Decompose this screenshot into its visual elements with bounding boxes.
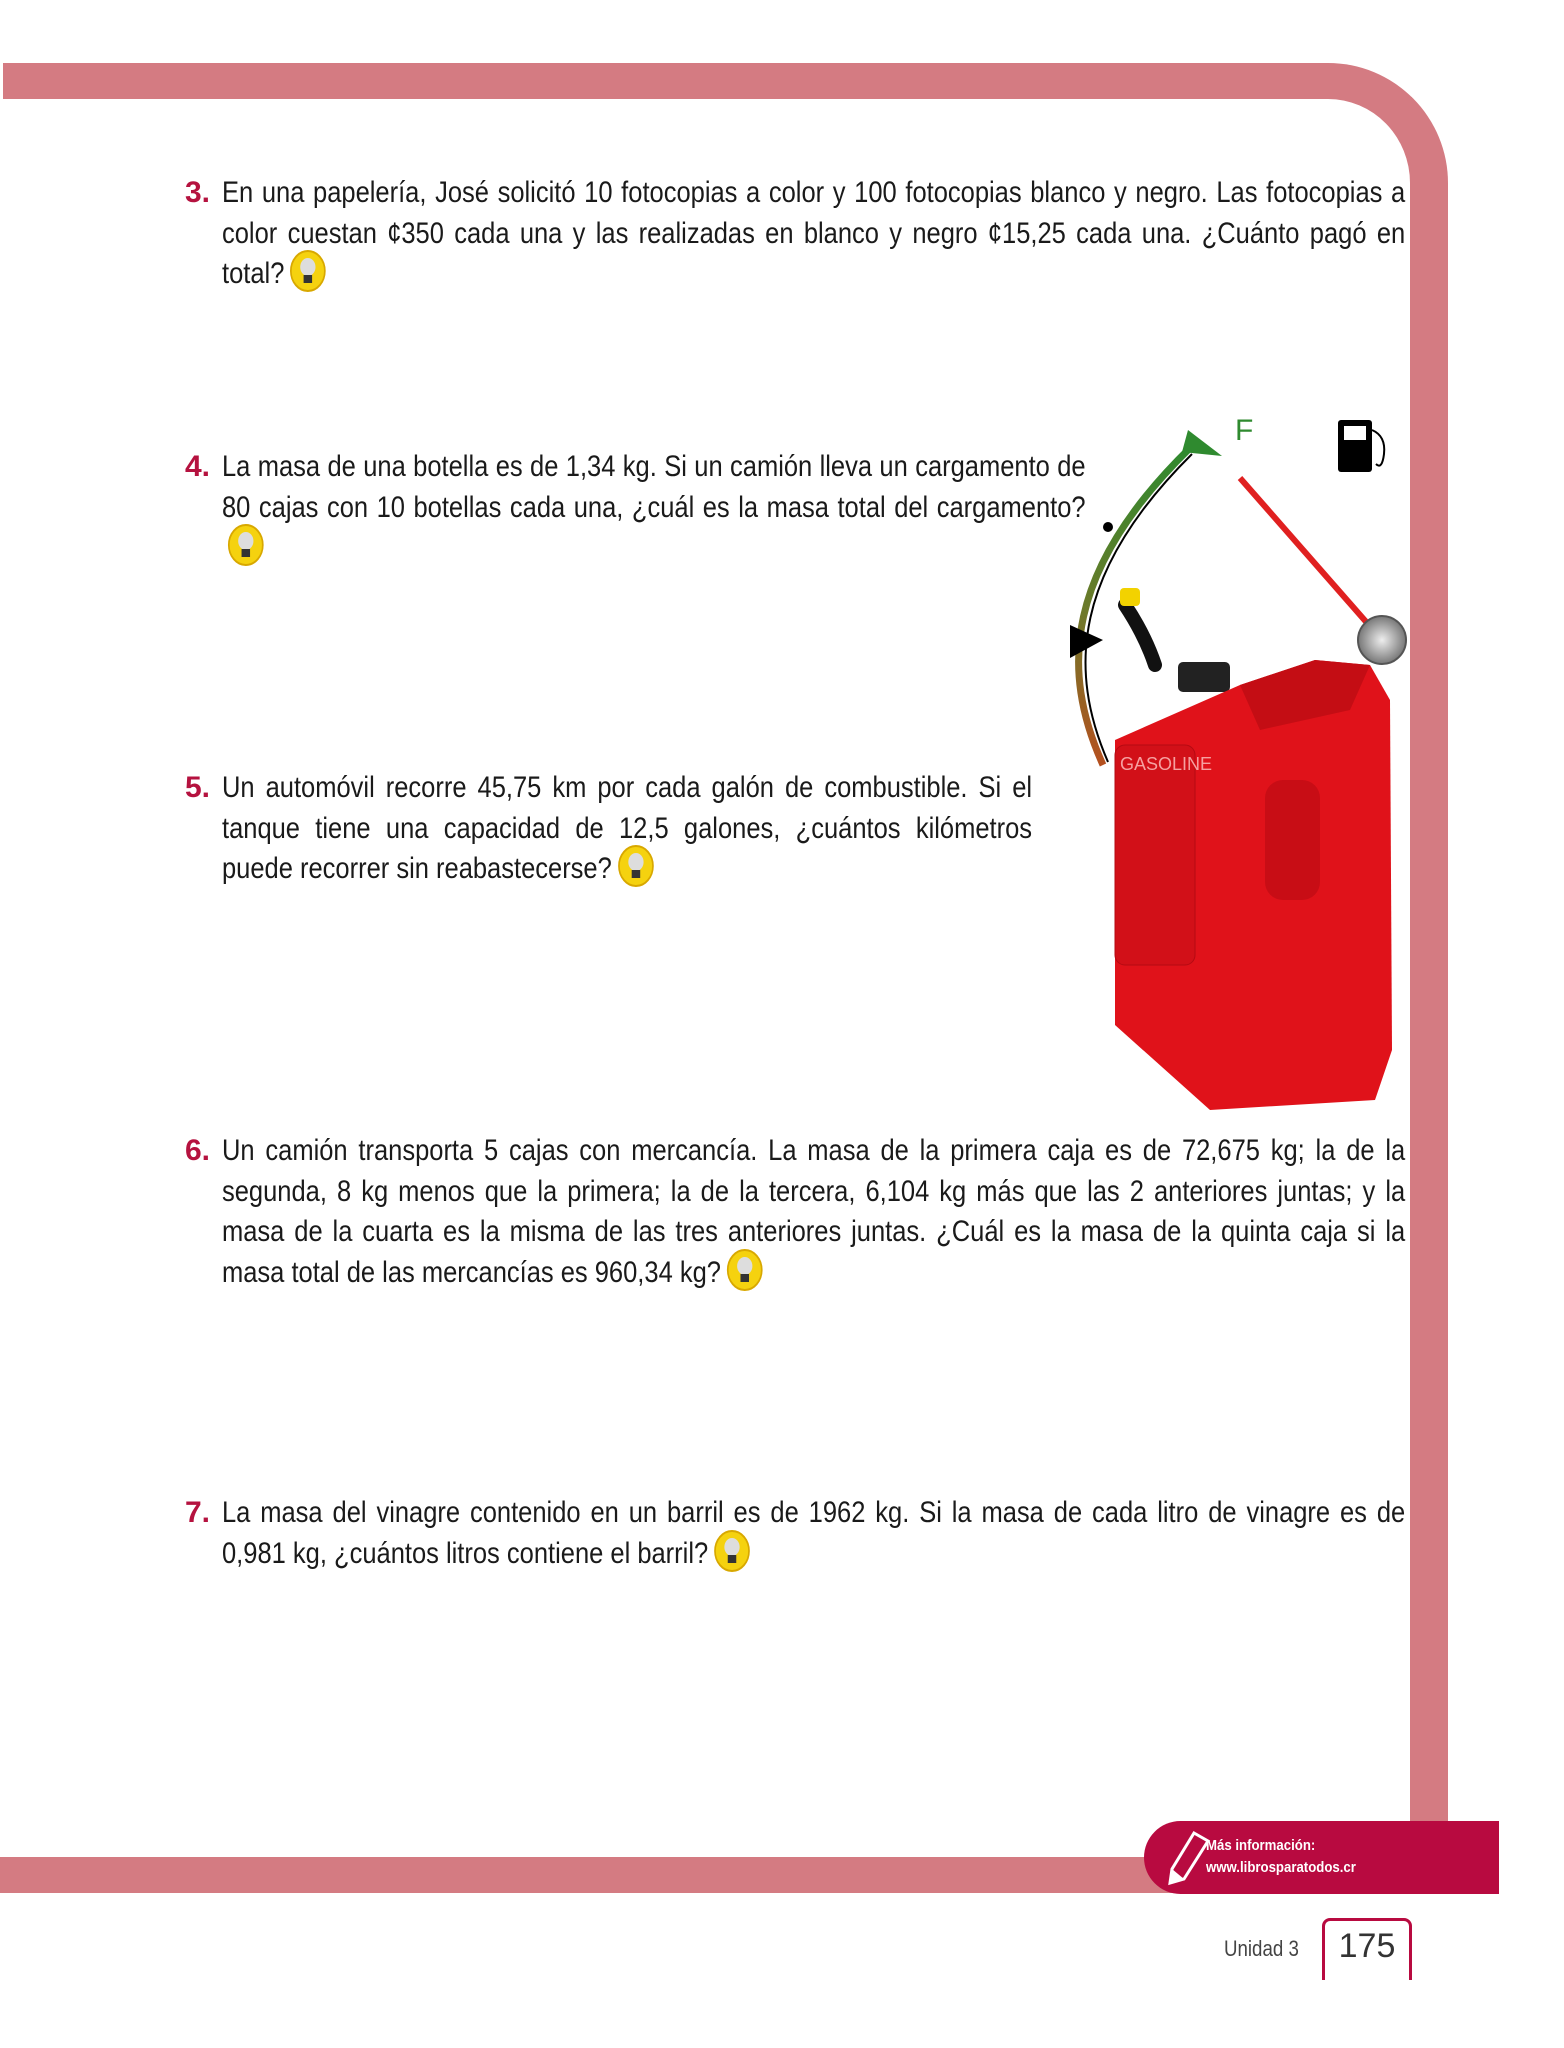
- gauge-full-label: F: [1235, 414, 1254, 447]
- problem-text: La masa del vinagre contenido en un barril es de 1962 kg. Si la masa de cada litro de vinagre es de 0,981 kg, ¿cuántos litros contiene el barril?: [222, 1496, 1406, 1570]
- problem-number: 7.: [185, 1496, 211, 1529]
- frame-edge: [0, 63, 3, 99]
- lightbulb-icon[interactable]: [726, 1248, 763, 1292]
- problem-text: Un automóvil recorre 45,75 km por cada galón de combustible. Si el tanque tiene una capacidad de 12,5 galones, ¿cuántos kilómetros puede recorrer sin reabastecerse?: [222, 771, 1033, 885]
- lightbulb-icon[interactable]: [227, 523, 264, 567]
- problem-number: 5.: [185, 771, 211, 804]
- gauge-tick-dot: [1103, 522, 1113, 532]
- problem-text: Un camión transporta 5 cajas con mercancía. La masa de la primera caja es de 72,675 kg; la de la segunda, 8 kg menos que la primera; la de la tercera, 6,104 kg más que las 2 anteriores juntas; y la masa de la cuarta es la misma de las tres anteriores juntas. ¿Cuál es la masa de la quinta caja si la masa total de las mercancías es 960,34 kg?: [222, 1134, 1406, 1289]
- lightbulb-icon[interactable]: [617, 844, 654, 888]
- gauge-full-arrow: [1182, 430, 1222, 456]
- problem-number: 3.: [185, 176, 211, 209]
- gauge-knob: [1358, 616, 1406, 664]
- bottom-band: [0, 1857, 1180, 1893]
- page-number: 175: [1322, 1918, 1412, 1980]
- fuel-pump-icon: [1338, 420, 1384, 472]
- fuel-gauge-gas-can-illustration: [1040, 410, 1420, 1110]
- gauge-needle: [1240, 478, 1375, 632]
- problem-number: 6.: [185, 1134, 211, 1167]
- problem-number: 4.: [185, 450, 211, 483]
- problem-text: La masa de una botella es de 1,34 kg. Si un camión lleva un cargamento de 80 cajas con 10 botellas cada una, ¿cuál es la masa total del cargamento?: [222, 450, 1086, 524]
- more-info-url[interactable]: www.librosparatodos.cr: [1206, 1859, 1356, 1876]
- pencil-icon: [1162, 1829, 1212, 1887]
- lightbulb-icon[interactable]: [289, 249, 326, 293]
- unit-label: Unidad 3: [1224, 1936, 1299, 1961]
- problem-text: En una papelería, José solicitó 10 fotocopias a color y 100 fotocopias blanco y negro. Las fotocopias a color cuestan ¢350 cada una y las realizadas en blanco y negro ¢15,25 cada una. ¿Cuánto pagó en total?: [222, 176, 1406, 290]
- more-info-label: Más información:: [1206, 1837, 1316, 1854]
- lightbulb-icon[interactable]: [713, 1529, 750, 1573]
- more-info-badge[interactable]: [1144, 1821, 1499, 1894]
- gas-can: [1115, 588, 1392, 1110]
- svg-text:GASOLINE: GASOLINE: [1120, 754, 1213, 774]
